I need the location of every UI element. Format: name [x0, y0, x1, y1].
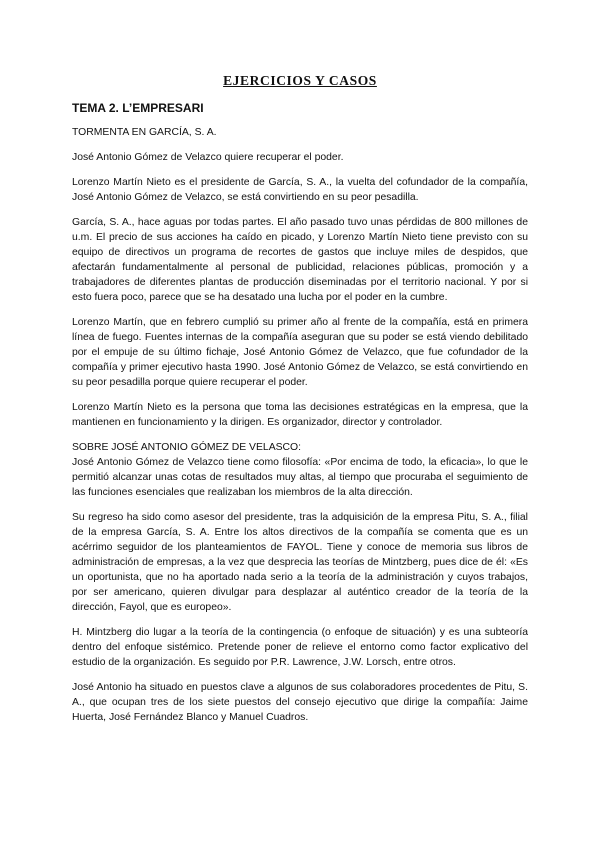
paragraph-mintzberg: H. Mintzberg dio lugar a la teoría de la contingencia (o enfoque de situación) y es una subteoría dentro del enfoque sistémico. Pretende poner de relieve el entorno como factor explicativo del estudio de la organización. Es seguido por P.R. Lawrence, J.W. Lorsch, entre otros. — [72, 627, 528, 668]
paragraph-intro: José Antonio Gómez de Velazco quiere recuperar el poder. — [72, 152, 344, 163]
paragraph-front-line: Lorenzo Martín, que en febrero cumplió su primer año al frente de la compañía, está en primera línea de fuego. Fuentes internas de la compañía aseguran que su poder se está viendo debilitado por el empuje de su último fichaje, José Antonio Gómez de Velazco, que fue cofundador de la compañía y primer ejecutivo hasta 1990. José Antonio Gómez de Velazco, se está convirtiendo en su peor pesadilla porque quiere recuperar el poder. — [72, 317, 528, 388]
section-heading: TEMA 2. L’EMPRESARI — [72, 101, 204, 115]
document-page — [72, 72, 528, 735]
paragraph-losses: García, S. A., hace aguas por todas partes. El año pasado tuvo unas pérdidas de 800 millones de u.m. El precio de sus acciones ha caído en picado, y Lorenzo Martín Nieto tiene previsto con su equipo de directivos un programa de recortes de gastos que incluye miles de despidos, que afectarán fundamentalmente al personal de publicidad, relaciones públicas, promoción y a trabajadores de diferentes plantas de producción diseminadas por el territorio nacional. Y por si esto fuera poco, parece que se ha desatado una lucha por el poder en la cumbre. — [72, 217, 528, 303]
paragraph-collaborators: José Antonio ha situado en puestos clave a algunos de sus colaboradores procedentes de Pitu, S. A., que ocupan tres de los siete puestos del consejo ejecutivo que dirige la compañía: Jaime Huerta, José Fernández Blanco y Manuel Cuadros. — [72, 682, 528, 723]
paragraph-philosophy: José Antonio Gómez de Velazco tiene como filosofía: «Por encima de todo, la eficacia», lo que le permitió alcanzar unas cotas de resultados muy altas, al tiempo que procuraba el seguimiento de las funciones esenciales que realizaban los miembros de la alta dirección. — [72, 457, 528, 498]
paragraph-return: Su regreso ha sido como asesor del presidente, tras la adquisición de la empresa Pitu, S. A., filial de la empresa García, S. A. Entre los altos directivos de la compañía se comenta que es un acérrimo seguidor de los planteamientos de FAYOL. Tiene y conoce de memoria sus libros de administración de empresas, a la vez que desprecia las teorías de Mintzberg, pues dice de él: «Es un oportunista, que no ha aportado nada serio a la teoría de la administración y cuyos trabajos, por ser americano, quieren divulgar para desplazar al auténtico creador de la teoría de la dirección, Fayol, que es europeo». — [72, 512, 528, 613]
document-title: EJERCICIOS Y CASOS — [223, 73, 377, 88]
paragraph-president: Lorenzo Martín Nieto es el presidente de García, S. A., la vuelta del cofundador de la compañía, José Antonio Gómez de Velazco, se está convirtiendo en su peor pesadilla. — [72, 177, 528, 203]
paragraph-decisions: Lorenzo Martín Nieto es la persona que toma las decisiones estratégicas en la empresa, que la mantienen en funcionamiento y la dirigen. Es organizador, director y controlador. — [72, 402, 528, 428]
case-title: TORMENTA EN GARCÍA, S. A. — [72, 127, 217, 138]
sub-heading: SOBRE JOSÉ ANTONIO GÓMEZ DE VELASCO: — [72, 442, 302, 453]
